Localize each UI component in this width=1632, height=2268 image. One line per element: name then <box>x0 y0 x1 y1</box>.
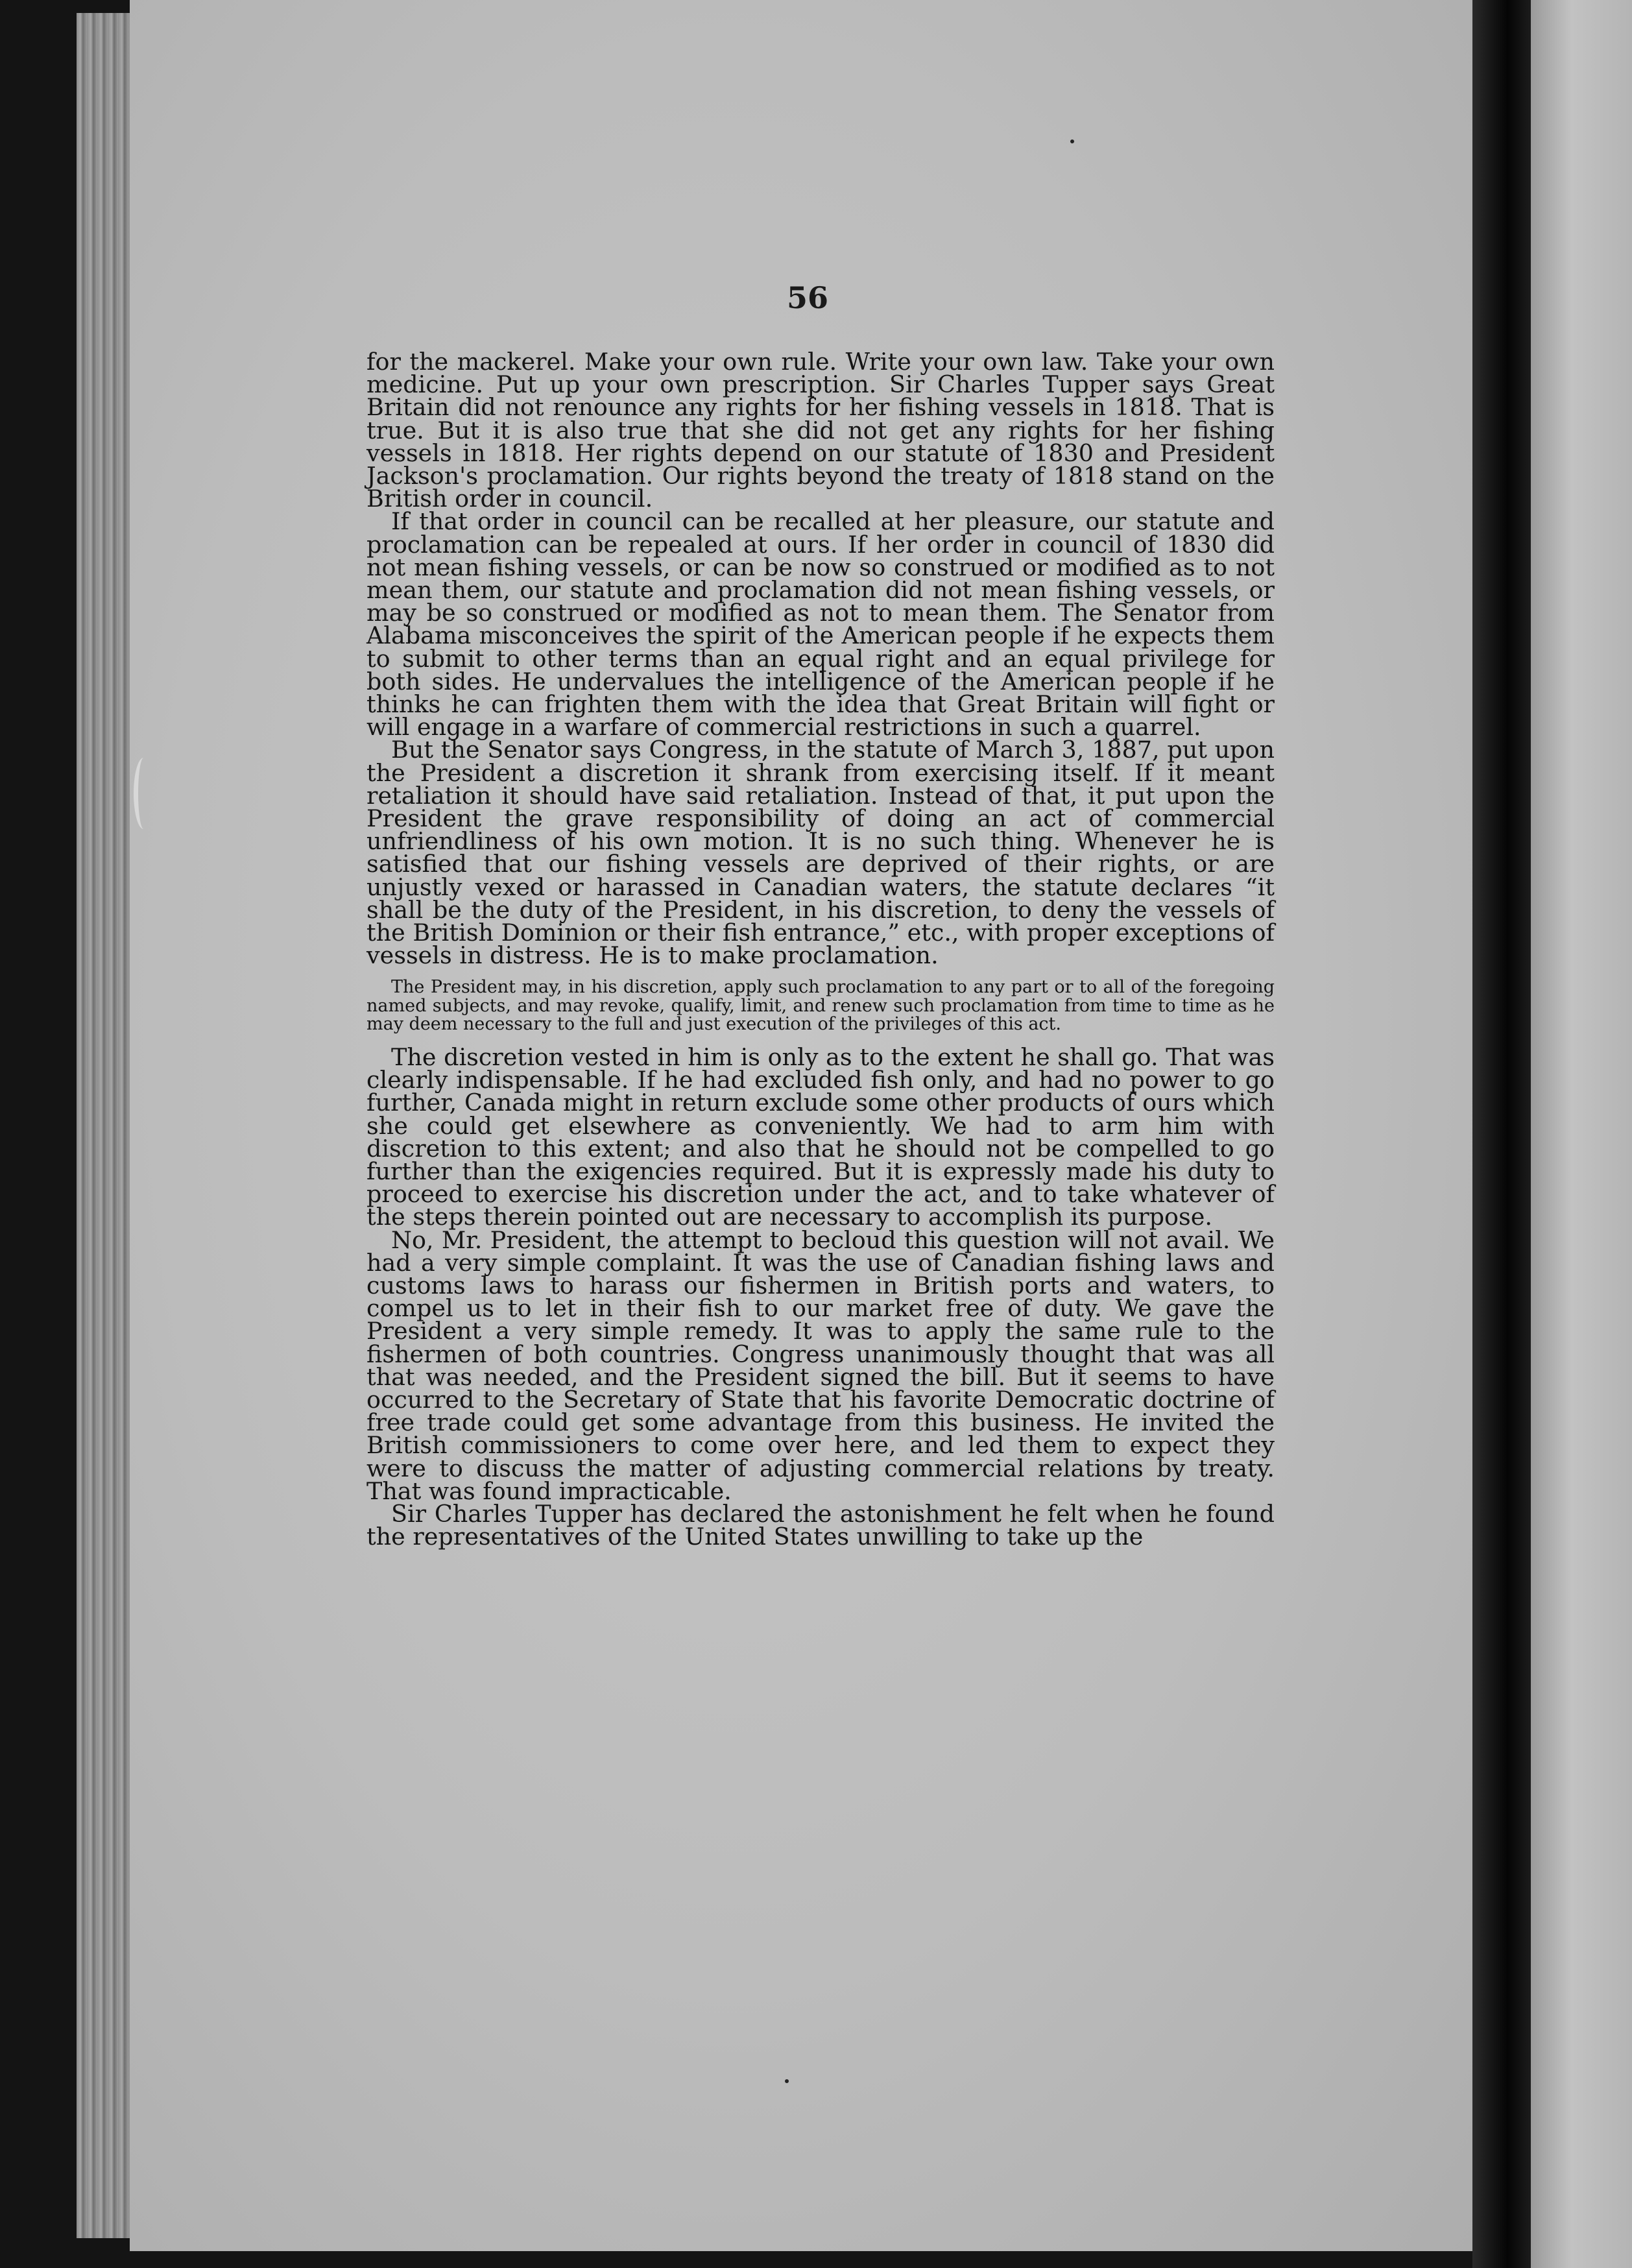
paragraph-4: The discretion vested in him is only as to the extent he shall go. That was clearly indispensable. If he had excluded fish only, and had no power to go further, Canada might in return exclude some other products of ours which she could get elsewhere as conveniently. We had to arm him with discretion to this extent; and also that he should not be compelled to go further than the exigencies required. But it is expressly made his duty to proceed to exercise his discretion under the act, and to take whatever of the steps therein pointed out are necessary to accomplish its purpose. <box>366 1043 1275 1231</box>
page-number: 56 <box>786 280 828 315</box>
adjacent-page-edge <box>1531 0 1632 2268</box>
page-body-text <box>366 348 1275 1551</box>
paragraph-5: No, Mr. President, the attempt to becloud this question will not avail. We had a very simple complaint. It was the use of Canadian fishing laws and customs laws to harass our fishermen in British ports and waters, to compel us to let in their fish to our market free of duty. We gave the President a very simple remedy. It was to apply the same rule to the fishermen of both countries. Congress unanimously thought that was all that was needed, and the President signed the bill. But it seems to have occurred to the Secretary of State that his favorite Democratic doctrine of free trade could get some advantage from this business. He invited the British commissioners to come over here, and led them to expect they were to discuss the matter of adjusting commercial relations by treaty. That was found impracticable. <box>366 1225 1275 1505</box>
paragraph-6: Sir Charles Tupper has declared the astonishment he felt when he found the representatives of the United States unwilling to take up the <box>366 1500 1275 1551</box>
paragraph-2: If that order in council can be recalled at her pleasure, our statute and proclamation can be repealed at ours. If her order in council of 1830 did not mean fishing vessels, or can be now so construed or modified as to not mean them, our statute and proclamation did not mean fishing vessels, or may be so construed or modified as not to mean them. The Senator from Alabama misconceives the spirit of the American people if he expects them to submit to other terms than an equal right and an equal privilege for both sides. He undervalues the intelligence of the American people if he thinks he can frighten them with the idea that Great Britain will fight or will engage in a warfare of commercial restrictions in such a quarrel. <box>366 507 1275 742</box>
margin-bracket-mark <box>134 758 154 829</box>
scan-speck <box>1070 139 1074 143</box>
scan-speck <box>785 2079 789 2083</box>
paragraph-3: But the Senator says Congress, in the statute of March 3, 1887, put upon the President a discretion it shrank from exercising itself. If it meant retaliation it should have said retaliation. Instead of that, it put upon the President the grave responsibility of doing an act of commercial unfriendliness of his own motion. It is no such thing. Whenever he is satisfied that our fishing vessels are deprived of their rights, or are unjustly vexed or harassed in Canadian waters, the statute declares “it shall be the duty of the President, in his discretion, to deny the vessels of the British Dominion or their fish entrance,” etc., with proper exceptions of vessels in distress. He is to make proclamation. <box>366 736 1275 970</box>
paragraph-1: for the mackerel. Make your own rule. Write your own law. Take your own medicine. Put up your own prescription. Sir Charles Tupper says Great Britain did not renounce any rights for her fishing vessels in 1818. That is true. But it is also true that she did not get any rights for her fishing vessels in 1818. Her rights depend on our statute of 1830 and President Jackson's proclamation. Our rights beyond the treaty of 1818 stand on the British order in council. <box>366 348 1275 513</box>
statute-quotation: The President may, in his discretion, apply such proclamation to any part or to all of the foregoing named subjects, and may revoke, qualify, limit, and renew such proclamation from time to time as he may deem necessary to the full and just execution of the privileges of this act. <box>366 977 1275 1035</box>
book-spine-gutter <box>1472 0 1531 2268</box>
